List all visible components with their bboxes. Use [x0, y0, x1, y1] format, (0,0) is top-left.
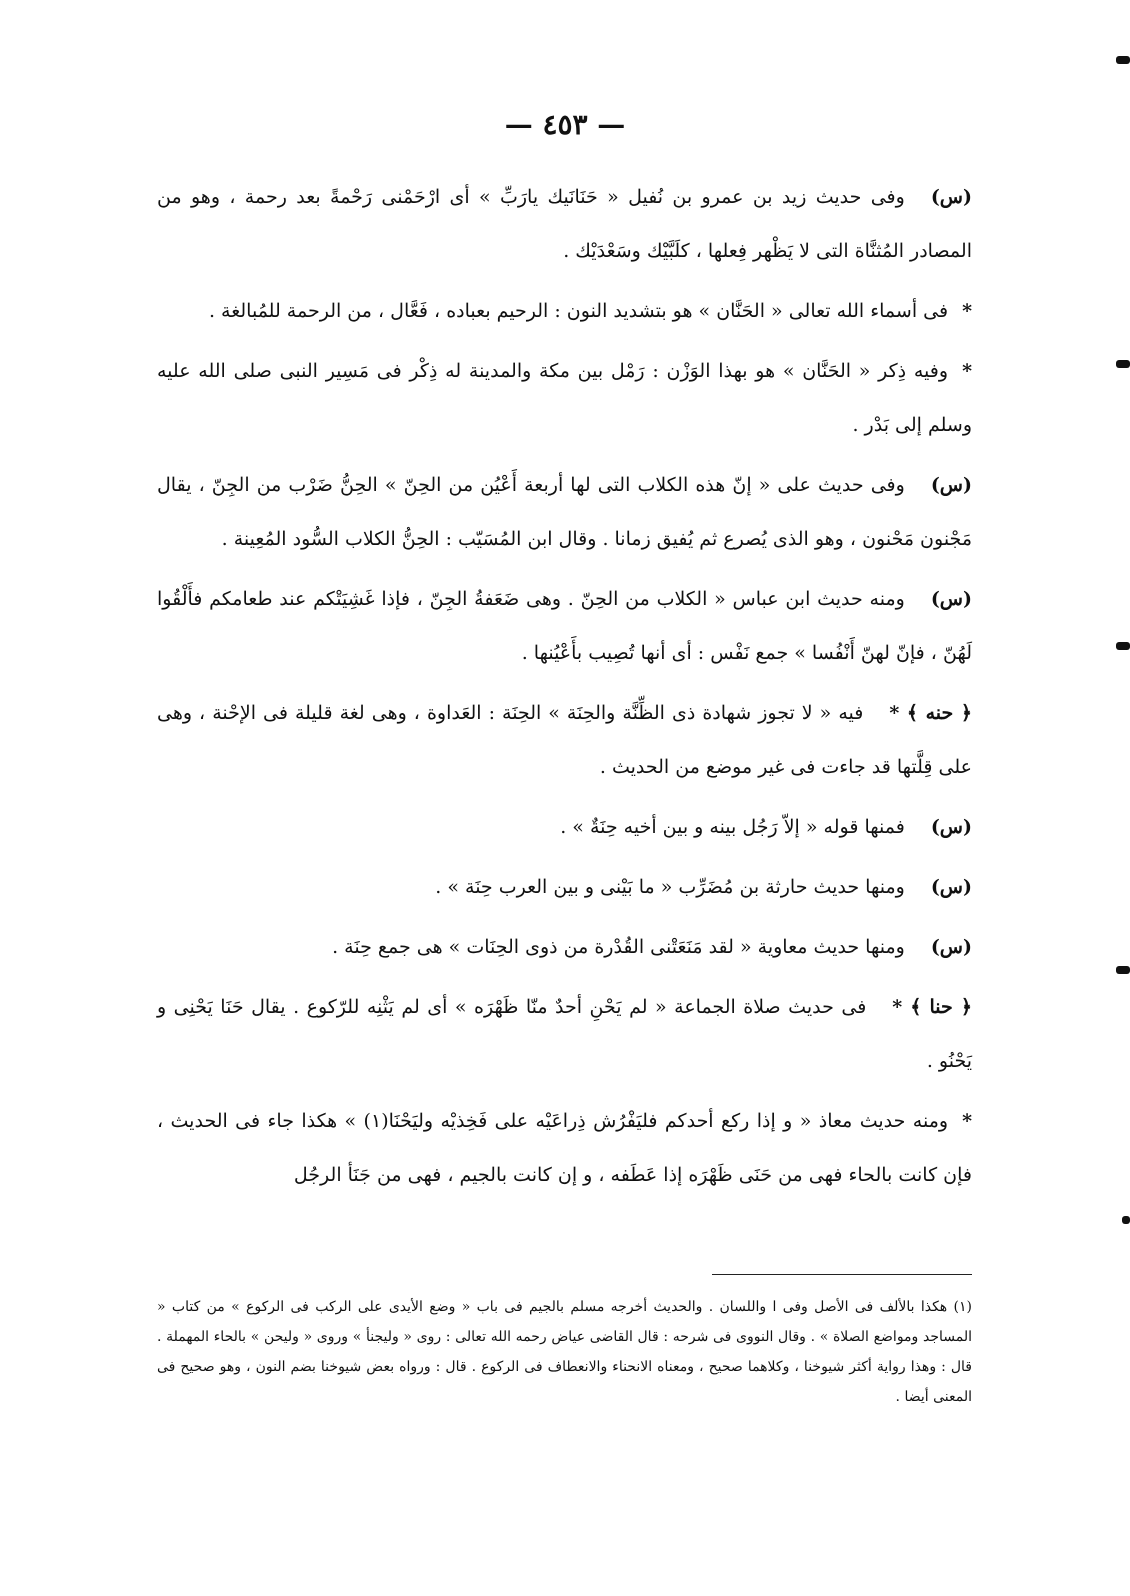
paragraph-text: ومنها حديث حارثة بن مُضَرِّب « ما بَيْنى و بين العرب حِنَة » . [435, 876, 905, 898]
paragraph-text: فى أسماء الله تعالى « الحَنَّان » هو بتشديد النون : الرحيم بعباده ، فَعَّال ، من الرحمة للمُبالغة . [208, 300, 949, 322]
paragraph-text: فيه « لا تجوز شهادة ذى الظِّنَّة والحِنَة » الحِنَة : العَداوة ، وهى لغة قليلة فى الإحْنة ، وهى على قِلَّتها قد جاءت فى غير موضع من الحديث . [157, 702, 972, 778]
paragraph-10 [157, 980, 972, 1088]
paragraph-1 [157, 170, 972, 278]
paragraph-2 [157, 284, 972, 338]
paragraph-tag: * [962, 360, 972, 382]
paragraph-8 [157, 860, 972, 914]
paragraph-text: ومنه حديث ابن عباس « الكلاب من الحِنّ . وهى ضَعَفةُ الجِنّ ، فإذا غَشِيَتْكم عند طعامكم فأَلْقُوا لَهُنّ ، فإنّ لهنّ أَنْفُسا » جمع نَفْس : أى أنها تُصِيب بأَعْيُنها . [157, 588, 972, 664]
footnote-divider [712, 1274, 972, 1275]
footnote: (١) هكذا بالألف فى الأصل وفى ا واللسان . والحديث أخرجه مسلم بالجيم فى باب « وضع الأيدى على الركب فى الركوع » من كتاب « المساجد ومواضع الصلاة » . وقال النووى فى شرحه : قال القاضى عياض رحمه الله تعالى : روى « وليجنأ » وروى « وليحن » بالحاء المهملة . قال : وهذا رواية أكثر شيوخنا ، وكلاهما صحيح ، ومعناه الانحناء والانعطاف فى الركوع . قال : ورواه بعض شيوخنا بضم النون ، وهو صحيح فى المعنى أيضا . [157, 1299, 972, 1405]
page-number: — ٤٥٣ — [504, 108, 626, 141]
paragraph-text: ومنها حديث معاوية « لقد مَنَعَتْنى القُدْرة من ذوى الحِنَات » هى جمع حِنَة . [332, 936, 905, 958]
paragraph-6 [157, 686, 972, 794]
paragraph-text: فمنها قوله « إلاّ رَجُل بينه و بين أخيه حِنَةٌ » . [560, 816, 905, 838]
entry-heading: ﴿ حنا ﴾ * [892, 996, 972, 1018]
paragraph-tag: (س) [930, 816, 972, 838]
margin-mark [1116, 360, 1130, 368]
margin-mark [1122, 1216, 1130, 1224]
paragraph-tag: (س) [930, 588, 972, 610]
paragraph-5 [157, 572, 972, 680]
margin-mark [1116, 642, 1130, 650]
paragraph-text: وفى حديث على « إنّ هذه الكلاب التى لها أربعة أَعْيُن من الحِنّ » الحِنُّ ضَرْب من الجِنّ ، يقال مَجْنون مَحْنون ، وهو الذى يُصرع ثم يُفيق زمانا . وقال ابن المُسَيّب : الحِنُّ الكلاب السُّود المُعِينة . [157, 474, 972, 550]
paragraph-tag: (س) [930, 474, 972, 496]
paragraph-text: وفيه ذِكر « الحَنَّان » هو بهذا الوَزْن : رَمْل بين مكة والمدينة له ذِكْر فى مَسِير النبى صلى الله عليه وسلم إلى بَدْر . [157, 360, 972, 436]
paragraph-7 [157, 800, 972, 854]
paragraph-3 [157, 344, 972, 452]
paragraph-9 [157, 920, 972, 974]
paragraph-text: فى حديث صلاة الجماعة « لم يَحْنِ أحدٌ منّا ظَهْرَه » أى لم يَثْنِه للرّكوع . يقال حَنَا يَحْنِى و يَحْنُو . [157, 996, 972, 1072]
margin-mark [1116, 56, 1130, 64]
paragraph-tag: (س) [930, 186, 972, 208]
margin-mark [1116, 966, 1130, 974]
paragraph-text: وفى حديث زيد بن عمرو بن نُفيل « حَنَانَيك يارَبِّ » أى ارْحَمْنى رَحْمةً بعد رحمة ، وهو من المصادر المُثنَّاة التى لا يَظْهر فِعلها ، كلَبَّيْك وسَعْدَيْك . [157, 186, 972, 262]
entry-heading: ﴿ حنه ﴾ * [889, 702, 972, 724]
paragraph-11 [157, 1094, 972, 1202]
paragraph-4 [157, 458, 972, 566]
paragraph-text: ومنه حديث معاذ « و إذا ركع أحدكم فليَفْرُش ذِراعَيْه على فَخِذيْه وليَحْنَا(١) » هكذا جاء فى الحديث ، فإن كانت بالحاء فهى من حَنَى ظَهْرَه إذا عَطَفه ، و إن كانت بالجيم ، فهى من جَنَأ الرجُل [157, 1110, 972, 1186]
paragraph-tag: * [962, 1110, 972, 1132]
paragraph-tag: * [962, 300, 972, 322]
paragraph-tag: (س) [930, 876, 972, 898]
paragraph-tag: (س) [930, 936, 972, 958]
main-text [157, 170, 972, 1208]
